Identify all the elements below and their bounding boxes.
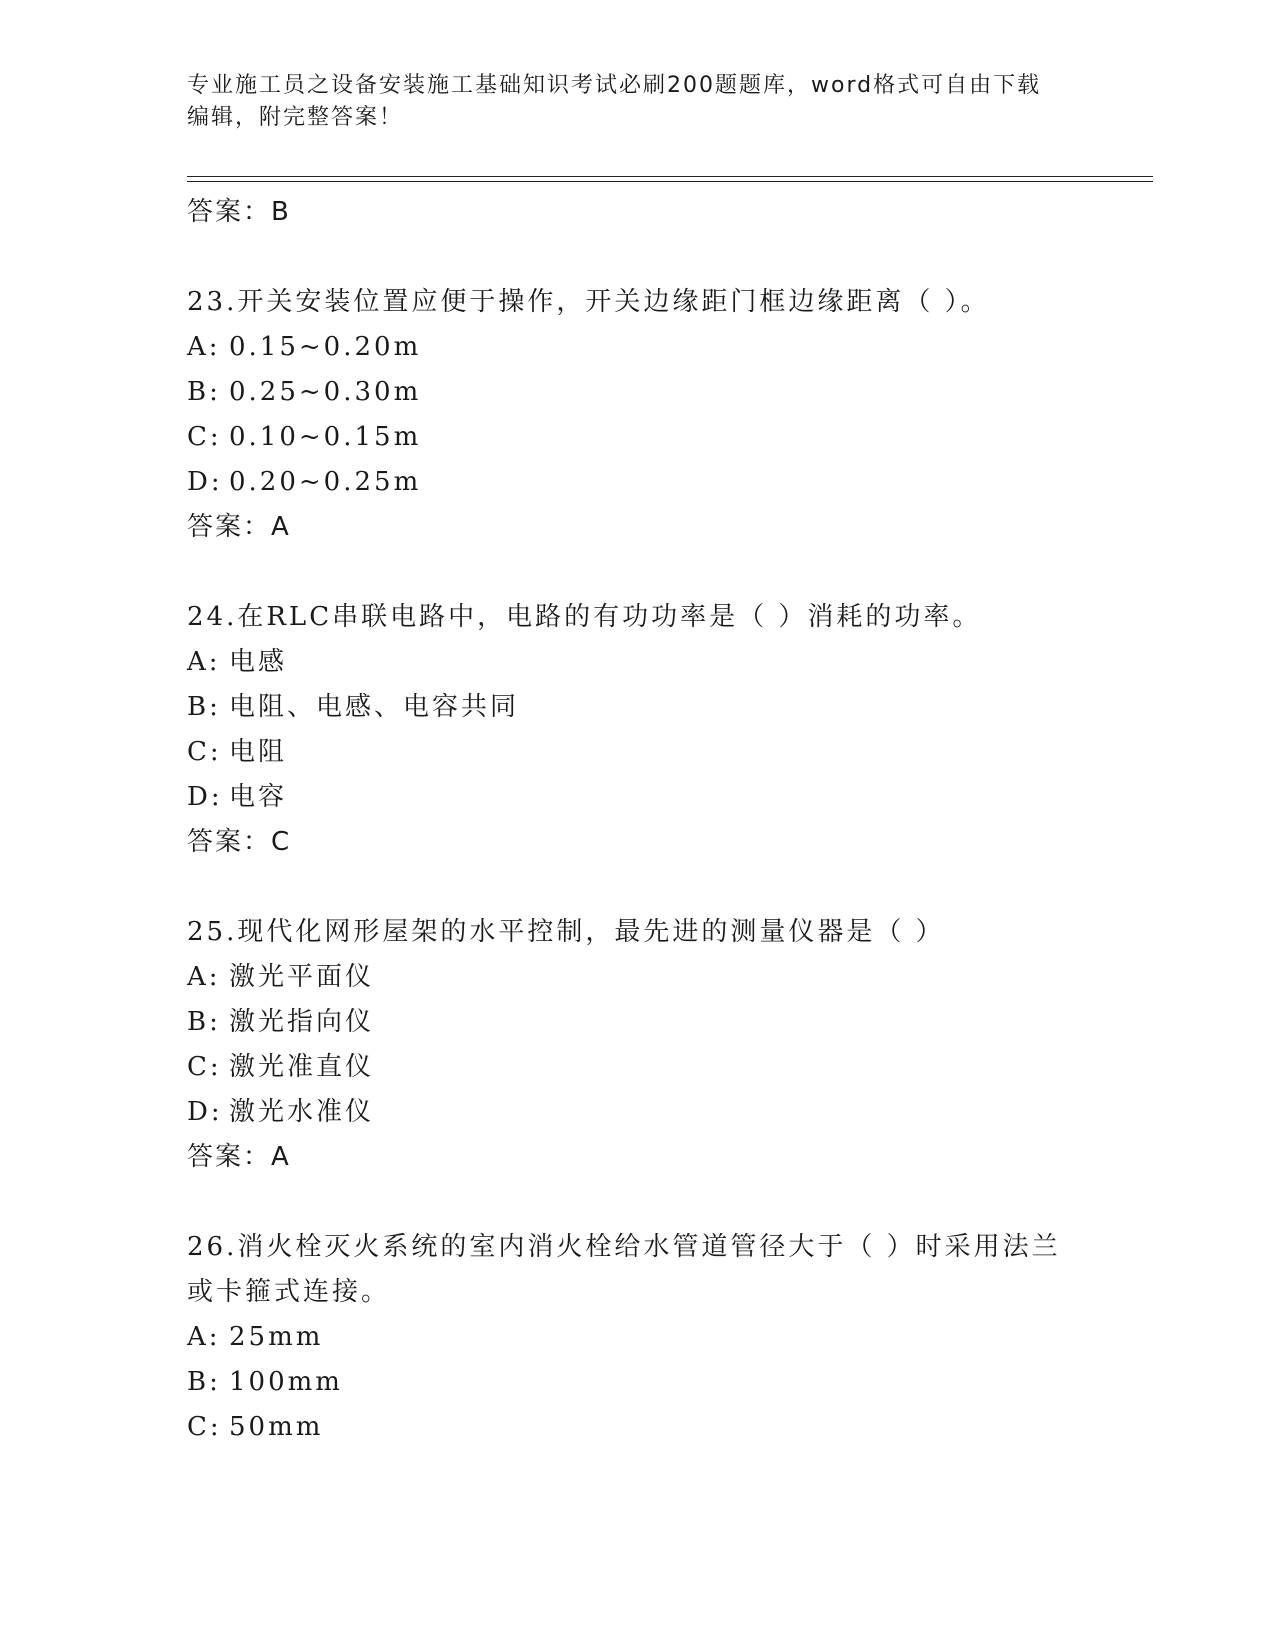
option-a [187,640,1067,685]
option-label: C: [187,422,222,452]
option-label: B: [187,692,221,722]
option-label: B: [187,1007,221,1037]
answer: 答案：C [187,827,292,857]
option-text: 激光水准仪 [229,1097,375,1127]
option-b [187,370,1067,415]
option-text: 25mm [229,1322,324,1352]
option-label: D: [187,467,223,497]
option-c [187,730,1067,775]
question-text: 24.在RLC串联电路中，电路的有功功率是（ ）消耗的功率。 [187,602,982,632]
option-d [187,460,1067,505]
option-a [187,955,1067,1000]
option-label: A: [187,332,221,362]
option-text: 电感 [229,647,288,677]
answer: 答案：A [187,512,291,542]
option-label: B: [187,377,221,407]
option-label: A: [187,962,221,992]
option-label: A: [187,647,221,677]
option-c [187,1045,1067,1090]
option-text: 电阻、电感、电容共同 [229,692,520,722]
header-line-2: 编辑，附完整答案！ [187,105,404,130]
option-label: B: [187,1367,221,1397]
option-label: D: [187,1097,223,1127]
question-text: 25.现代化网形屋架的水平控制，最先进的测量仪器是（ ） [187,917,945,947]
option-label: C: [187,1412,222,1442]
option-label: C: [187,1052,222,1082]
option-b [187,1360,1067,1405]
question-text: 26.消火栓灭火系统的室内消火栓给水管道管径大于（ ）时采用法兰或卡箍式连接。 [187,1232,1061,1307]
question-24 [187,595,1067,865]
option-text: 电阻 [229,737,288,767]
option-b [187,1000,1067,1045]
option-text: 激光指向仪 [229,1007,375,1037]
option-c [187,1405,1067,1450]
option-b [187,685,1067,730]
option-text: 激光平面仪 [229,962,375,992]
option-c [187,415,1067,460]
document-header [187,70,1087,134]
question-text: 23.开关安装位置应便于操作，开关边缘距门框边缘距离（ ）。 [187,287,990,317]
previous-answer: 答案：B [187,197,291,227]
option-d [187,1090,1067,1135]
option-text: 激光准直仪 [229,1052,375,1082]
option-text: 0.15~0.20m [229,332,422,362]
option-text: 0.25~0.30m [229,377,422,407]
option-d [187,775,1067,820]
option-label: C: [187,737,222,767]
question-23 [187,280,1067,550]
question-list [187,190,1067,1450]
option-label: D: [187,782,223,812]
option-a [187,1315,1067,1360]
question-25 [187,910,1067,1180]
answer: 答案：A [187,1142,291,1172]
header-divider [187,176,1153,182]
option-text: 100mm [229,1367,343,1397]
option-a [187,325,1067,370]
header-line-1: 专业施工员之设备安装施工基础知识考试必刷200题题库，word格式可自由下载 [187,73,1042,98]
option-text: 50mm [229,1412,324,1442]
option-text: 0.10~0.15m [229,422,422,452]
option-label: A: [187,1322,221,1352]
option-text: 0.20~0.25m [229,467,422,497]
option-text: 电容 [229,782,288,812]
question-26 [187,1225,1067,1450]
